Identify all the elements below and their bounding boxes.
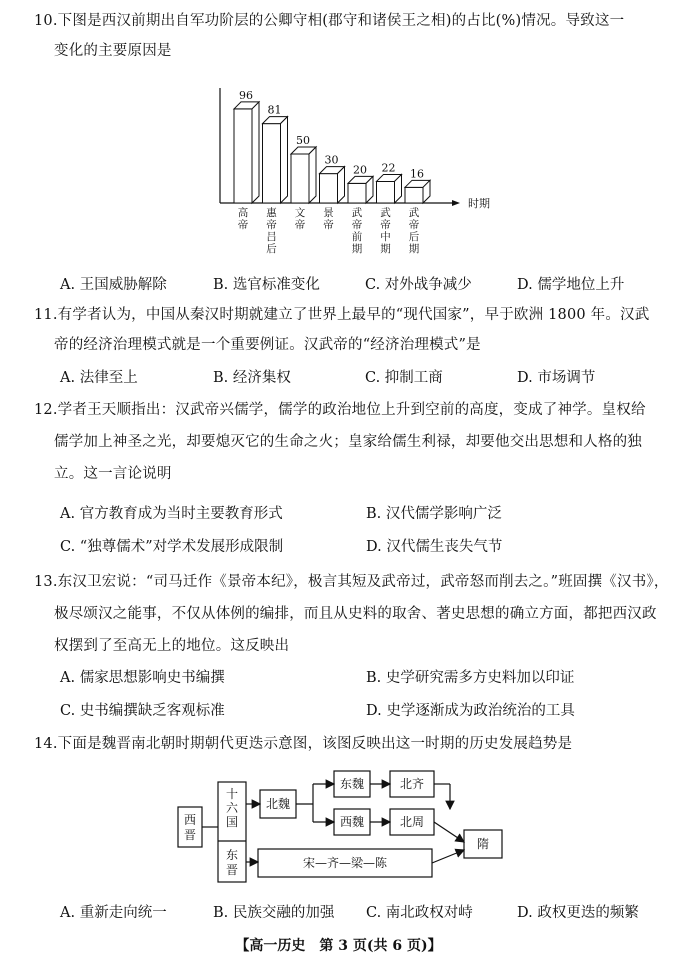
- q11-line2: 帝的经济治理模式就是一个重要例证。汉武帝的“经济治理模式”是: [54, 337, 481, 353]
- q12-option-c[interactable]: C. “独尊儒术”对学术发展形成限制: [60, 539, 284, 555]
- bar: [405, 187, 423, 203]
- q12-line3: 立。这一言论说明: [54, 466, 172, 482]
- q10-option-b[interactable]: B. 选官标准变化: [213, 277, 320, 293]
- data-label: 16: [410, 167, 424, 181]
- bar: [377, 181, 395, 203]
- q13-option-d[interactable]: D. 史学逐渐成为政治统治的工具: [366, 703, 575, 719]
- q14-option-b[interactable]: B. 民族交融的加强: [213, 905, 335, 921]
- category-label: 高帝: [237, 207, 249, 231]
- category-label: 武帝后期: [408, 207, 420, 255]
- x-axis-label: 时期: [468, 197, 490, 210]
- dynasty-diagram: [0, 760, 677, 890]
- q10-line1: 10.下图是西汉前期出自军功阶层的公卿守相(郡守和诸侯王之相)的占比(%)情况。导致这一: [34, 13, 625, 29]
- q11-option-d[interactable]: D. 市场调节: [517, 370, 596, 386]
- sixteen-kingdoms-label: 十六国: [225, 787, 239, 829]
- q11-line1: 11.有学者认为，中国从秦汉时期就建立了世界上最早的“现代国家”，早于欧洲 1800 年。汉武: [34, 307, 650, 323]
- q14-line1: 14.下面是魏晋南北朝时期朝代更迭示意图，该图反映出这一时期的历史发展趋势是: [34, 736, 573, 752]
- q14-option-a[interactable]: A. 重新走向统一: [60, 905, 167, 921]
- data-label: 96: [239, 88, 253, 102]
- q12-option-b[interactable]: B. 汉代儒学影响广泛: [366, 506, 502, 522]
- category-label: 景帝: [323, 207, 334, 231]
- q10-option-d[interactable]: D. 儒学地位上升: [517, 277, 625, 293]
- data-label: 50: [296, 134, 310, 147]
- xiwei-label: 西魏: [339, 815, 365, 829]
- q12-option-d[interactable]: D. 汉代儒生丧失气节: [366, 539, 503, 555]
- beiwei-label: 北魏: [265, 797, 291, 811]
- x-axis-arrow: [452, 200, 460, 206]
- q11-option-a[interactable]: A. 法律至上: [60, 370, 138, 386]
- beizhou-label: 北周: [399, 815, 425, 829]
- category-label: 文帝: [294, 207, 306, 231]
- q12-option-a[interactable]: A. 官方教育成为当时主要教育形式: [60, 506, 283, 522]
- q13-line3: 权摆到了至高无上的地位。这反映出: [54, 638, 290, 654]
- q13-line2: 极尽颂汉之能事，不仅从体例的编排，而且从史料的取舍、著史思想的确立方面，都把西汉政: [54, 606, 657, 622]
- q13-option-c[interactable]: C. 史书编撰缺乏客观标准: [60, 703, 225, 719]
- q10-option-a[interactable]: A. 王国威胁解除: [60, 277, 167, 293]
- dongjin-label: 东晋: [225, 848, 239, 877]
- bar-side: [281, 117, 288, 203]
- category-label: 惠帝吕后: [266, 207, 277, 255]
- q13-option-b[interactable]: B. 史学研究需多方史料加以印证: [366, 670, 575, 686]
- sui-label: 隋: [476, 837, 490, 851]
- bar: [348, 183, 366, 203]
- bar: [291, 154, 309, 203]
- q13-option-a[interactable]: A. 儒家思想影响史书编撰: [60, 670, 225, 686]
- bar: [234, 109, 252, 203]
- data-label: 30: [324, 153, 339, 167]
- q11-option-b[interactable]: B. 经济集权: [213, 370, 291, 386]
- bar-side: [338, 167, 345, 203]
- bar: [263, 124, 281, 203]
- q14-option-c[interactable]: C. 南北政权对峙: [366, 905, 473, 921]
- q13-line1: 13.东汉卫宏说：“司马迁作《景帝本纪》，极言其短及武帝过，武帝怒而削去之。”班固撰《汉书》，: [34, 574, 669, 590]
- bar-side: [309, 147, 316, 203]
- data-label: 20: [353, 163, 367, 177]
- dongwei-label: 东魏: [339, 777, 365, 791]
- category-label: 武帝前期: [351, 207, 363, 255]
- q12-line1: 12.学者王天顺指出：汉武帝兴儒学，儒学的政治地位上升到空前的高度，变成了神学。皇权给: [34, 402, 646, 418]
- bar-chart: [0, 68, 677, 268]
- q10-line2: 变化的主要原因是: [54, 43, 172, 59]
- south-dynasties-label: 宋—齐—梁—陈: [302, 856, 388, 870]
- q14-option-d[interactable]: D. 政权更迭的频繁: [517, 905, 639, 921]
- beiqi-label: 北齐: [399, 777, 425, 791]
- q11-option-c[interactable]: C. 抑制工商: [365, 370, 443, 386]
- data-label: 22: [381, 161, 396, 175]
- xijin-label: 西晋: [183, 813, 197, 842]
- data-label: 81: [267, 103, 282, 117]
- q10-option-c[interactable]: C. 对外战争减少: [365, 277, 472, 293]
- q12-line2: 儒学加上神圣之光，却要熄灭它的生命之火；皇家给儒生利禄，却要他交出思想和人格的独: [54, 434, 642, 450]
- bar-side: [252, 102, 259, 203]
- bar: [320, 174, 338, 203]
- page-footer: 【高一历史 第 3 页(共 6 页)】: [235, 938, 442, 954]
- category-label: 武帝中期: [380, 207, 391, 255]
